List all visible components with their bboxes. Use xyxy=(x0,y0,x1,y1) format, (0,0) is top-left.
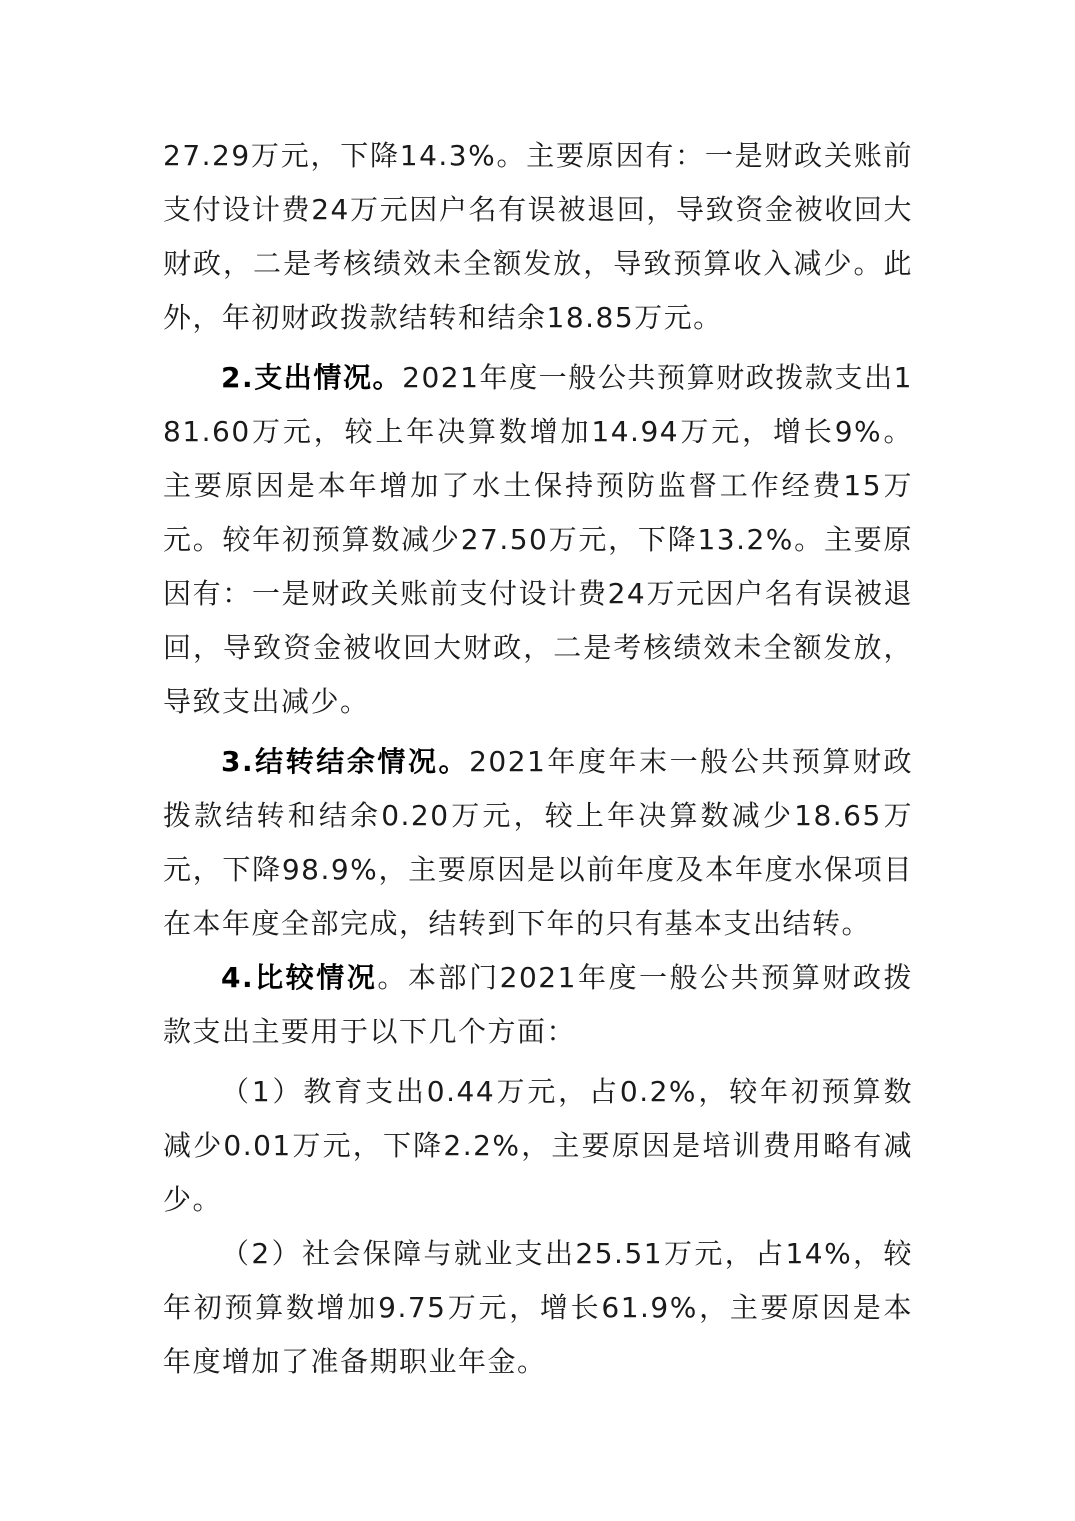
section-heading-carryover: 3.结转结余情况。 xyxy=(221,745,470,778)
paragraph-text: 2021年度一般公共预算财政拨款支出181.60万元，较上年决算数增加14.94万元，增长9%。主要原因是本年增加了水土保持预防监督工作经费15万元。较年初预算数减少27.50万元，下降13.2%。主要原因有：一是财政关账前支付设计费24万元因户名有误被退回，导致资金被收回大财政，二是考核绩效未全额发放，导致支出减少。 xyxy=(163,361,913,718)
paragraph-carryover xyxy=(163,735,913,951)
section-heading-comparison: 4.比较情况 xyxy=(221,961,378,994)
document-page xyxy=(163,129,913,1389)
paragraph-social-security xyxy=(163,1227,913,1389)
paragraph-comparison xyxy=(163,951,913,1059)
paragraph-text: 。本部门2021年度一般公共预算财政拨款支出主要用于以下几个方面： xyxy=(163,961,913,1048)
paragraph-education xyxy=(163,1065,913,1227)
section-heading-expenditure: 2.支出情况。 xyxy=(221,361,403,394)
paragraph-text: 27.29万元，下降14.3%。主要原因有：一是财政关账前支付设计费24万元因户名有误被退回，导致资金被收回大财政，二是考核绩效未全额发放，导致预算收入减少。此外，年初财政拨款结转和结余18.85万元。 xyxy=(163,139,913,334)
paragraph-text: 2021年度年末一般公共预算财政拨款结转和结余0.20万元，较上年决算数减少18.65万元，下降98.9%，主要原因是以前年度及本年度水保项目在本年度全部完成，结转到下年的只有基本支出结转。 xyxy=(163,745,914,940)
paragraph-expenditure xyxy=(163,351,913,729)
paragraph-text: （1）教育支出0.44万元，占0.2%，较年初预算数减少0.01万元，下降2.2%，主要原因是培训费用略有减少。 xyxy=(163,1075,913,1216)
paragraph-income-continued xyxy=(163,129,913,345)
paragraph-text: （2）社会保障与就业支出25.51万元，占14%，较年初预算数增加9.75万元，增长61.9%，主要原因是本年度增加了准备期职业年金。 xyxy=(163,1237,913,1378)
